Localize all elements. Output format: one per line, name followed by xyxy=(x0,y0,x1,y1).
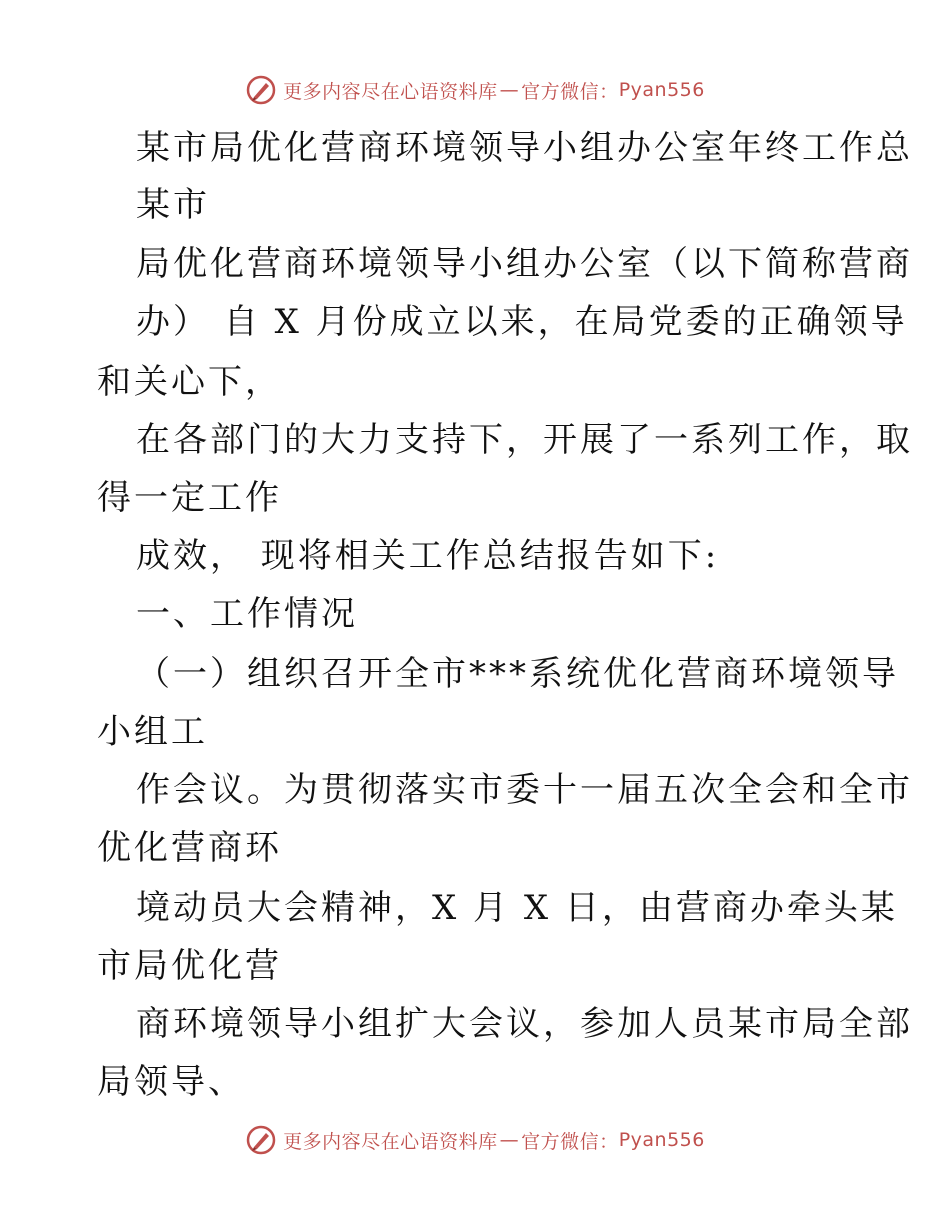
pen-logo-icon xyxy=(245,74,277,106)
text-line: 作会议。为贯彻落实市委十一届五次全会和全市 xyxy=(136,770,913,810)
text-line: 成效， 现将相关工作总结报告如下: xyxy=(136,536,720,576)
text-line: 和关心下， xyxy=(97,362,282,402)
text-line: 商环境领导小组扩大会议，参加人员某市局全部 xyxy=(136,1004,913,1044)
text-line: 优化营商环 xyxy=(97,828,282,868)
text-line: 办） 自 X 月份成立以来，在局党委的正确领导 xyxy=(136,302,908,342)
watermark-header xyxy=(0,72,950,108)
text-line: 某市 xyxy=(136,185,210,225)
watermark-wechat-label: 官方微信： xyxy=(521,1130,619,1153)
watermark-text: 更多内容尽在心语资料库 xyxy=(283,1130,498,1153)
text-line: 市局优化营 xyxy=(97,946,282,986)
subsection-heading: （一）组织召开全市***系统优化营商环境领导 xyxy=(136,654,899,694)
text-line: 得一定工作 xyxy=(97,478,282,518)
text-line: 在各部门的大力支持下，开展了一系列工作，取 xyxy=(136,420,913,460)
text-line: 某市局优化营商环境领导小组办公室年终工作总 xyxy=(136,128,913,168)
watermark-text: 更多内容尽在心语资料库 xyxy=(283,80,498,103)
text-line: 局领导、 xyxy=(97,1062,245,1102)
watermark-dash: — xyxy=(499,79,520,101)
watermark-footer xyxy=(0,1122,950,1158)
section-heading: 一、工作情况 xyxy=(136,594,358,634)
watermark-wechat-id: Pyan556 xyxy=(618,79,705,101)
pen-logo-icon xyxy=(245,1124,277,1156)
text-line: 局优化营商环境领导小组办公室（以下简称营商 xyxy=(136,244,913,284)
watermark-wechat-id: Pyan556 xyxy=(618,1129,705,1151)
text-line: 小组工 xyxy=(97,712,208,752)
watermark-dash: — xyxy=(499,1129,520,1151)
text-line: 境动员大会精神，X 月 X 日，由营商办牵头某 xyxy=(136,888,898,928)
watermark-wechat-label: 官方微信： xyxy=(521,80,619,103)
